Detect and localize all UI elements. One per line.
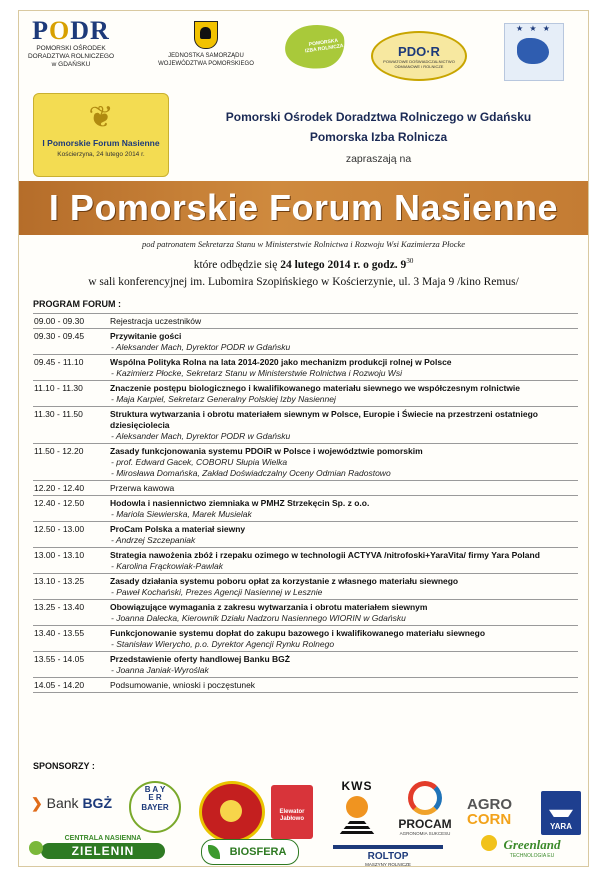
program-entry bbox=[110, 382, 578, 405]
program-time: 09.30 - 09.45 bbox=[34, 331, 85, 341]
invite-text: zapraszają na bbox=[345, 153, 412, 165]
program-entry bbox=[110, 549, 578, 572]
zielenin-dot-icon bbox=[29, 841, 43, 855]
program-entry bbox=[110, 653, 578, 676]
procam-text: PROCAM bbox=[398, 817, 452, 831]
biosfera-text: BIOSFERA bbox=[229, 846, 287, 858]
program-time: 13.00 - 13.10 bbox=[34, 550, 85, 560]
program-time: 12.50 - 13.00 bbox=[34, 524, 85, 534]
jst-line2: WOJEWÓDZTWA POMORSKIEGO bbox=[158, 61, 254, 67]
program-title: Obowiązujące wymagania z zakresu wytwarzania i obrotu materiałem siewnym bbox=[110, 602, 428, 612]
date-line: które odbędzie się 24 lutego 2014 r. o godz. $9^{30}$ bbox=[193, 257, 414, 271]
izba-logo bbox=[277, 25, 353, 69]
program-entry bbox=[110, 601, 578, 624]
red-seal-logo bbox=[199, 781, 265, 843]
program-title: Zasady działania systemu poboru opłat za korzystanie z własnego materiału siewnego bbox=[110, 576, 459, 586]
program-title: Przerwa kawowa bbox=[110, 483, 175, 493]
program-time: 12.40 - 12.50 bbox=[34, 498, 85, 508]
program-title: Funkcjonowanie systemu dopłat do zakupu bazowego i kwalifikowanego materiału siewnego bbox=[110, 628, 486, 638]
forum-card-title: I Pomorskie Forum Nasienne bbox=[42, 138, 160, 148]
program-row bbox=[33, 480, 578, 495]
elewator-text: Elewator Jabłowo bbox=[279, 809, 305, 822]
program-speaker: - Mirosława Domańska, Zakład Doświadczalny Oceny Odmian Radostowo bbox=[111, 468, 391, 478]
program-time: 12.20 - 12.40 bbox=[34, 483, 85, 493]
program-row bbox=[33, 677, 578, 693]
program-row bbox=[33, 354, 578, 380]
zielenin-text: ZIELENIN bbox=[41, 843, 165, 859]
forum-logo-card bbox=[33, 93, 169, 177]
program-time: 13.55 - 14.05 bbox=[34, 654, 85, 664]
program-speaker: - Karolina Frąckowiak-Pawlak bbox=[111, 561, 223, 571]
program-row bbox=[33, 547, 578, 573]
flyer-sheet bbox=[18, 10, 589, 867]
wheat-icon: ❦ bbox=[88, 101, 114, 134]
program-time: 13.25 - 13.40 bbox=[34, 602, 85, 612]
program-entry bbox=[110, 445, 578, 479]
podr-line3: w GDAŃSKU bbox=[51, 61, 91, 68]
greenland-text: Greenland bbox=[503, 837, 561, 852]
pdoir-oval bbox=[371, 31, 467, 81]
bayer-logo bbox=[129, 781, 181, 833]
greenland-logo bbox=[487, 837, 577, 859]
pdoir-mark: PDO·R bbox=[398, 43, 440, 59]
bank-mark-icon: ❯ bbox=[31, 795, 43, 811]
eu-logo bbox=[501, 23, 567, 81]
program-row bbox=[33, 573, 578, 599]
podr-wordmark: PODR bbox=[32, 16, 110, 45]
eu-stars: ★ ★ ★ bbox=[516, 24, 552, 33]
biosfera-logo bbox=[201, 839, 299, 865]
program-speaker: - Paweł Kochański, Prezes Agencji Nasiennej w Lesznie bbox=[111, 587, 323, 597]
program-title: ProCam Polska a materiał siewny bbox=[110, 524, 246, 534]
roltop-logo bbox=[333, 845, 443, 867]
program-title: Zasady funkcjonowania systemu PDOiR w Polsce i województwie pomorskim bbox=[110, 446, 423, 456]
program-row bbox=[33, 495, 578, 521]
program-row bbox=[33, 443, 578, 480]
program-title: Wspólna Polityka Rolna na lata 2014-2020 jako mechanizm produkcji rolnej w Polsce bbox=[110, 357, 452, 367]
program-speaker: - Mariola Siewierska, Marek Musielak bbox=[111, 509, 252, 519]
program-entry bbox=[110, 679, 578, 691]
program-time: 11.30 - 11.50 bbox=[34, 409, 83, 419]
yara-logo bbox=[541, 791, 581, 835]
organizer-podr: Pomorski Ośrodek Doradztwa Rolniczego w Gdańsku bbox=[225, 110, 532, 124]
bayer-vertical: B A Y E R bbox=[144, 785, 166, 802]
program-entry bbox=[110, 315, 578, 327]
greenland-sub: TECHNOLOGIA EU bbox=[509, 853, 555, 859]
podr-line1: POMORSKI OŚRODEK bbox=[36, 45, 106, 52]
program-list bbox=[33, 299, 578, 693]
program-time: 13.40 - 13.55 bbox=[34, 628, 85, 638]
program-row bbox=[33, 328, 578, 354]
program-row bbox=[33, 521, 578, 547]
patronage-line: pod patronatem Sekretarza Stanu w Ministerstwie Rolnictwa i Rozwoju Wsi Kazimierza Płocke bbox=[141, 239, 466, 249]
bank-bgz-logo: ❯ Bank BGŻ bbox=[31, 795, 112, 811]
agrocorn-logo bbox=[467, 797, 529, 827]
program-entry bbox=[110, 627, 578, 650]
program-entry bbox=[110, 497, 578, 520]
program-time: 11.50 - 12.20 bbox=[34, 446, 84, 456]
roltop-sub: MASZYNY ROLNICZE bbox=[365, 862, 411, 867]
kws-sun-icon bbox=[346, 796, 368, 818]
program-title: Strategia nawożenia zbóż i rzepaku ozimego w technologii ACTYVA /nitrofoski+YaraVita/ firmy Yara Poland bbox=[110, 550, 540, 560]
zielenin-logo bbox=[41, 835, 165, 859]
greenland-sun-icon bbox=[481, 835, 497, 851]
program-time: 11.10 - 11.30 bbox=[34, 383, 83, 393]
event-title-banner: I Pomorskie Forum Nasienne bbox=[19, 181, 588, 235]
program-entry bbox=[110, 482, 578, 494]
program-time: 14.05 - 14.20 bbox=[34, 680, 85, 690]
partner-logos bbox=[19, 15, 588, 87]
procam-ring-icon bbox=[408, 781, 442, 815]
jst-line1: JEDNOSTKA SAMORZĄDU bbox=[168, 53, 244, 59]
program-title: Przywitanie gości bbox=[110, 331, 182, 341]
program-row bbox=[33, 625, 578, 651]
griffin-crest-icon bbox=[194, 21, 218, 49]
program-speaker: - Joanna Dalecka, Kierownik Działu Nadzoru Nasiennego WIORIN w Gdańsku bbox=[111, 613, 406, 623]
program-title: Znaczenie postępu biologicznego i kwalifikowanego materiału siewnego we współczesnym rolnictwie bbox=[110, 383, 520, 393]
bayer-horizontal: BAYER bbox=[141, 803, 169, 812]
procam-sub: AGRONOMIA SUKCESU bbox=[399, 831, 451, 836]
sponsors-label: SPONSORZY : bbox=[33, 761, 95, 771]
program-entry bbox=[110, 575, 578, 598]
program-entry bbox=[110, 523, 578, 546]
pdoir-sub: POWIATOWE DOŚWIADCZALNICTWO ODMIANOWE i ROLNICZE bbox=[383, 58, 455, 69]
eu-stars-icon bbox=[504, 23, 564, 81]
program-entry bbox=[110, 356, 578, 379]
zielenin-top: CENTRALA NASIENNA bbox=[64, 835, 142, 842]
roltop-text: ROLTOP bbox=[367, 851, 409, 862]
program-row bbox=[33, 651, 578, 677]
elewator-jablowo-logo bbox=[271, 785, 313, 839]
viking-ship-icon bbox=[549, 799, 573, 817]
program-time: 13.10 - 13.25 bbox=[34, 576, 85, 586]
program-speaker: - prof. Edward Gacek, COBORU Słupia Wielka bbox=[111, 457, 288, 467]
program-entry bbox=[110, 330, 578, 353]
pomerania-map-icon bbox=[282, 21, 348, 73]
program-speaker: - Andrzej Szczepaniak bbox=[111, 535, 196, 545]
program-speaker: - Kazimierz Płocke, Sekretarz Stanu w Ministerstwie Rolnictwa i Rozwoju Wsi bbox=[111, 368, 402, 378]
podr-line2: DORADZTWA ROLNICZEGO bbox=[27, 53, 115, 60]
program-title: Przedstawienie oferty handlowej Banku BGŻ bbox=[110, 654, 290, 664]
kws-logo bbox=[335, 779, 379, 835]
program-entry bbox=[110, 408, 578, 442]
program-speaker: - Aleksander Mach, Dyrektor PODR w Gdańsku bbox=[111, 342, 291, 352]
roltop-bar bbox=[333, 845, 443, 849]
jst-logo bbox=[151, 21, 261, 68]
organizer-izba: Pomorska Izba Rolnicza bbox=[309, 130, 448, 144]
venue-line: w sali konferencyjnej im. Lubomira Szopińskiego w Kościerzynie, ul. 3 Maja 9 /kino Remus/ bbox=[88, 276, 519, 288]
program-title: Struktura wytwarzania i obrotu materiałem siewnym w Polsce, Europie i Świecie na przestrzeni ostatniego dziesięciolecia bbox=[110, 409, 538, 430]
corn-text: CORN bbox=[467, 811, 512, 828]
program-time: 09.45 - 11.10 bbox=[34, 357, 84, 367]
program-title: Rejestracja uczestników bbox=[110, 316, 202, 326]
program-speaker: - Maja Karpiel, Sekretarz Generalny Polskiej Izby Nasiennej bbox=[111, 394, 336, 404]
program-speaker: - Aleksander Mach, Dyrektor PODR w Gdańsku bbox=[111, 431, 291, 441]
pdoir-logo bbox=[369, 31, 469, 81]
program-speaker: - Joanna Janiak-Wyroślak bbox=[111, 665, 209, 675]
program-heading: PROGRAM FORUM : bbox=[33, 299, 121, 309]
program-title: Podsumowanie, wnioski i poczęstunek bbox=[110, 680, 256, 690]
forum-card-date: Kościerzyna, 24 lutego 2014 r. bbox=[57, 151, 145, 158]
program-row bbox=[33, 380, 578, 406]
podr-logo bbox=[23, 17, 119, 69]
kws-field-icon bbox=[339, 821, 375, 835]
program-time: 09.00 - 09.30 bbox=[34, 316, 85, 326]
program-row bbox=[33, 313, 578, 328]
procam-logo bbox=[389, 781, 461, 836]
program-row bbox=[33, 406, 578, 443]
program-title: Hodowla i nasiennictwo ziemniaka w PMHZ Strzekęcin Sp. z o.o. bbox=[110, 498, 370, 508]
agro-text: AGRO bbox=[467, 796, 512, 813]
yara-text: YARA bbox=[550, 822, 572, 831]
kws-text: KWS bbox=[341, 779, 373, 793]
izba-text: POMORSKA IZBA ROLNICZA bbox=[304, 37, 344, 55]
program-row bbox=[33, 599, 578, 625]
program-speaker: - Stanisław Wierycho, p.o. Dyrektor Agencji Rynku Rolnego bbox=[111, 639, 335, 649]
